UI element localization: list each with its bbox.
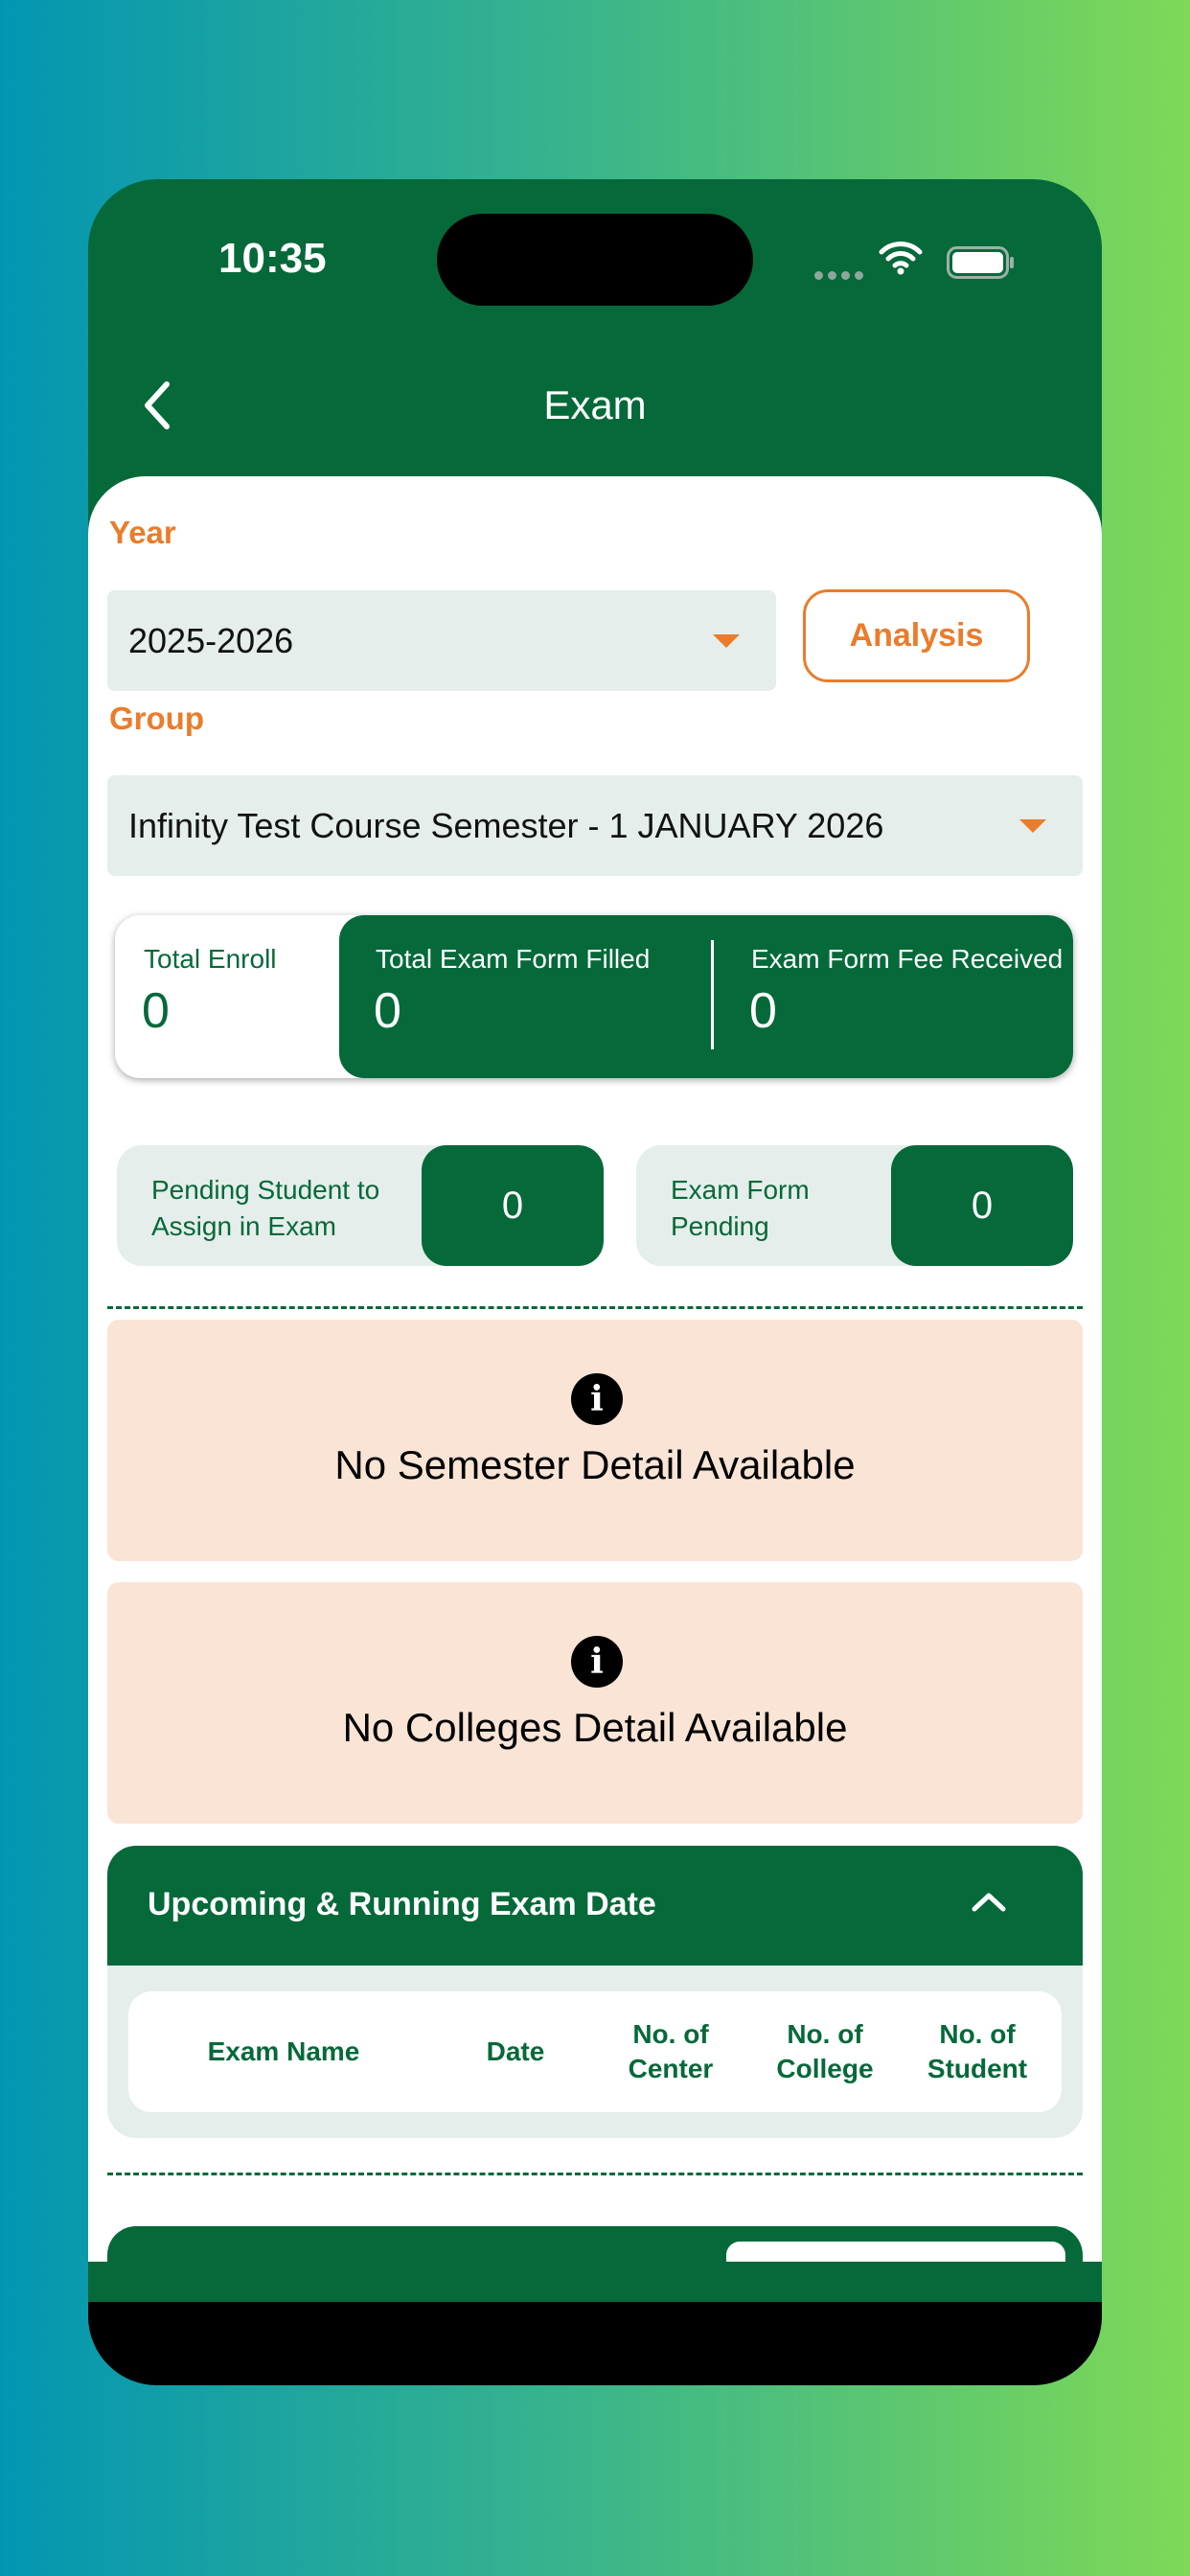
column-label: Date [486,2036,545,2066]
analysis-button[interactable]: Analysis [803,589,1030,682]
phone-frame [88,179,1102,2385]
exam-form-pending-line1: Exam Form [671,1175,810,1205]
pending-assign-line1: Pending Student to [151,1175,380,1205]
section-pill [726,2242,1065,2262]
column-label-line1: No. of [632,2019,709,2049]
chevron-up-icon[interactable] [970,1888,1008,1915]
year-select-value: 2025-2026 [128,620,294,660]
column-label-line2: College [776,2054,874,2083]
pending-assign-value: 0 [422,1145,604,1266]
exam-form-pending-value: 0 [891,1145,1073,1266]
upcoming-exam-header[interactable] [107,1846,1083,1966]
signal-icon [814,267,868,285]
info-icon: i [571,1636,623,1688]
colleges-notice [107,1582,1083,1824]
colleges-notice-text: No Colleges Detail Available [342,1705,848,1750]
stats-green-panel [339,915,1073,1078]
total-enroll-label: Total Enroll [144,944,277,974]
info-icon: i [571,1373,623,1425]
column-no-of-center [592,1991,749,2112]
exam-form-pending-label [671,1172,810,1245]
column-date [439,1991,592,2112]
total-enroll-value: 0 [142,983,170,1039]
year-label: Year [109,515,176,550]
dropdown-caret-icon [1019,819,1046,833]
exam-form-pending-line2: Pending [671,1211,769,1241]
main-content [88,476,1102,2262]
dashed-divider [107,1306,1083,1309]
column-no-of-college [749,1991,901,2112]
year-select[interactable] [107,590,776,691]
column-label-line2: Center [628,2054,714,2083]
status-bar [88,179,1102,323]
exam-form-pending-card[interactable] [636,1145,1073,1266]
column-no-of-student [901,1991,1054,2112]
stats-card [115,915,1073,1078]
dashed-divider [107,2173,1083,2175]
semester-notice-text: No Semester Detail Available [334,1442,856,1487]
fee-received-label: Exam Form Fee Received [751,944,1064,974]
group-select[interactable] [107,775,1083,876]
group-label: Group [109,701,204,736]
column-label-line1: No. of [787,2019,863,2049]
upcoming-exam-title: Upcoming & Running Exam Date [148,1886,656,1922]
exam-table-header [128,1991,1062,2112]
pending-assign-card[interactable] [117,1145,604,1266]
page-title: Exam [543,382,647,427]
column-label-line1: No. of [939,2019,1016,2049]
divider [711,940,714,1049]
group-select-value: Infinity Test Course Semester - 1 JANUARY 2026 [128,805,884,845]
form-filled-label: Total Exam Form Filled [376,944,651,974]
semester-notice [107,1320,1083,1561]
pending-assign-label [151,1172,379,1245]
home-indicator-area [88,2302,1102,2385]
fee-received-value: 0 [749,983,777,1039]
column-exam-name [128,1991,439,2112]
wifi-icon [878,241,924,275]
collapsed-section-card[interactable] [107,2226,1083,2262]
status-time: 10:35 [218,235,327,282]
column-label-line2: Student [927,2054,1028,2083]
dynamic-island [437,214,753,306]
column-label: Exam Name [207,2036,360,2066]
dropdown-caret-icon [713,634,740,648]
pending-assign-line2: Assign in Exam [151,1211,336,1241]
form-filled-value: 0 [374,983,401,1039]
battery-icon [947,246,1016,279]
upcoming-exam-section [107,1846,1083,2138]
